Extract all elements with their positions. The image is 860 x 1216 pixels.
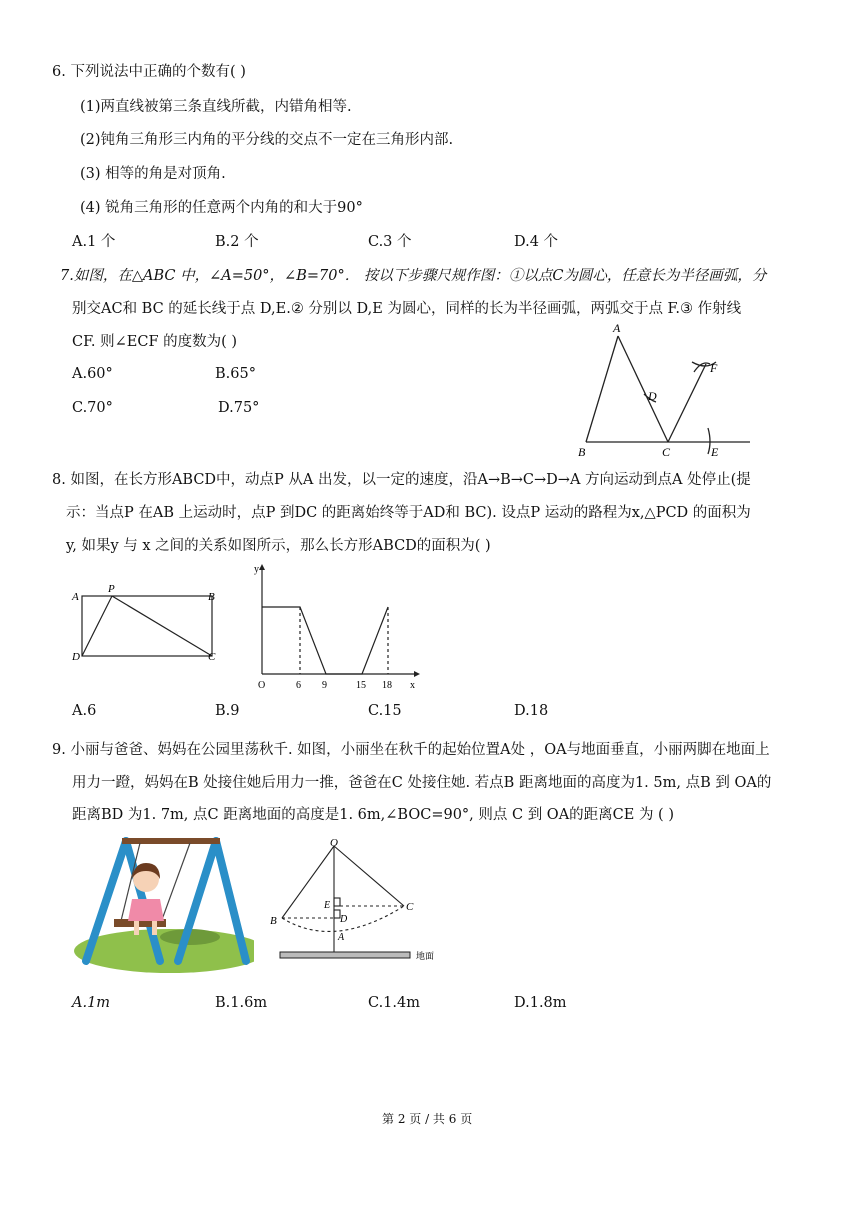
q6-option-d: D.4 个 <box>514 234 559 250</box>
q9-line-2: 用力一蹬，妈妈在B 处接住她后用力一推，爸爸在C 处接住她. 若点B 距离地面的高度为1. 5m, 点B 到 OA的 <box>72 775 772 791</box>
q8-tick-9: 9 <box>322 680 327 691</box>
q8-label-p: P <box>108 583 115 595</box>
q7-option-a: A.60° <box>72 366 113 382</box>
q9-option-a: A.1m <box>72 995 111 1011</box>
q6-option-b: B.2 个 <box>215 234 259 250</box>
q7-label-d: D <box>648 389 657 403</box>
q7-label-c: C <box>662 445 671 459</box>
page-footer: 第 2 页 / 共 6 页 <box>382 1112 473 1126</box>
q7-line-2: 别交AC和 BC 的延长线于点 D,E.② 分别以 D,E 为圆心，同样的长为半径画弧，两弧交于点 F.③ 作射线 <box>72 301 742 317</box>
q7-option-d: D.75° <box>218 400 260 416</box>
q7-label-a: A <box>613 321 621 335</box>
q9-label-d: D <box>340 914 348 925</box>
q7-option-c: C.70° <box>72 400 113 416</box>
q9-swing-figure <box>264 838 454 970</box>
q8-label-d: D <box>72 651 80 663</box>
q8-tick-6: 6 <box>296 680 301 691</box>
q9-option-b: B.1.6m <box>215 995 268 1011</box>
q8-tick-15: 15 <box>356 680 366 691</box>
q9-option-d: D.1.8m <box>514 995 567 1011</box>
q6-item-1: (1)两直线被第三条直线所截，内错角相等. <box>80 99 352 115</box>
q8-rectangle-figure <box>68 582 228 664</box>
q8-label-b: B <box>208 591 215 603</box>
q6-option-a: A.1 个 <box>72 234 116 250</box>
q8-axis-y: y <box>254 564 259 575</box>
q8-label-a: A <box>72 591 79 603</box>
q7-triangle-figure <box>570 318 760 460</box>
q8-option-a: A.6 <box>72 703 97 719</box>
q8-option-c: C.15 <box>368 703 402 719</box>
q8-origin: O <box>258 680 266 691</box>
q8-option-b: B.9 <box>215 703 240 719</box>
q8-line-3: y, 如果y 与 x 之间的关系如图所示，那么长方形ABCD的面积为( ) <box>66 538 491 554</box>
q8-tick-18: 18 <box>382 680 392 691</box>
q9-label-b: B <box>270 915 277 927</box>
q9-label-o: O <box>330 838 338 849</box>
q7-line-1: 7.如图，在△ABC 中，∠A=50°，∠B=70°． 按以下步骤尺规作图：①以点C为圆心，任意长为半径画弧，分 <box>60 268 767 284</box>
q9-option-c: C.1.4m <box>368 995 420 1011</box>
q9-label-ground: 地面 <box>416 951 435 961</box>
swing-illustration <box>70 833 254 975</box>
q6-item-4: (4) 锐角三角形的任意两个内角的和大于90° <box>80 200 363 216</box>
q9-label-e: E <box>324 900 331 911</box>
q8-label-c: C <box>208 651 216 663</box>
q7-line-3: CF. 则∠ECF 的度数为( ) <box>72 334 238 350</box>
q8-axis-x: x <box>410 680 415 691</box>
q8-graph <box>246 562 426 692</box>
q7-label-e: E <box>711 445 719 459</box>
q6-stem: 6. 下列说法中正确的个数有( ) <box>52 64 246 80</box>
q7-label-f: F <box>710 361 718 375</box>
q8-option-d: D.18 <box>514 703 549 719</box>
q9-line-3: 距离BD 为1. 7m, 点C 距离地面的高度是1. 6m,∠BOC=90°, 则点 C 到 OA的距离CE 为 ( ) <box>72 807 674 823</box>
q6-item-3: (3) 相等的角是对顶角. <box>80 166 226 182</box>
q7-option-b: B.65° <box>215 366 256 382</box>
q8-line-2: 示：当点P 在AB 上运动时，点P 到DC 的距离始终等于AD和 BC). 设点P 运动的路程为x,△PCD 的面积为 <box>66 505 751 521</box>
q6-option-c: C.3 个 <box>368 234 412 250</box>
q9-line-1: 9. 小丽与爸爸、妈妈在公园里荡秋千. 如图，小丽坐在秋千的起始位置A处 ，OA与地面垂直，小丽两脚在地面上 <box>52 742 770 758</box>
q6-item-2: (2)钝角三角形三内角的平分线的交点不一定在三角形内部. <box>80 132 454 148</box>
q7-label-b: B <box>578 445 586 459</box>
q8-line-1: 8. 如图，在长方形ABCD中，动点P 从A 出发，以一定的速度，沿A→B→C→D→A 方向运动到点A 处停止(提 <box>52 472 751 488</box>
q9-label-a: A <box>338 932 345 943</box>
q9-label-c: C <box>406 901 414 913</box>
